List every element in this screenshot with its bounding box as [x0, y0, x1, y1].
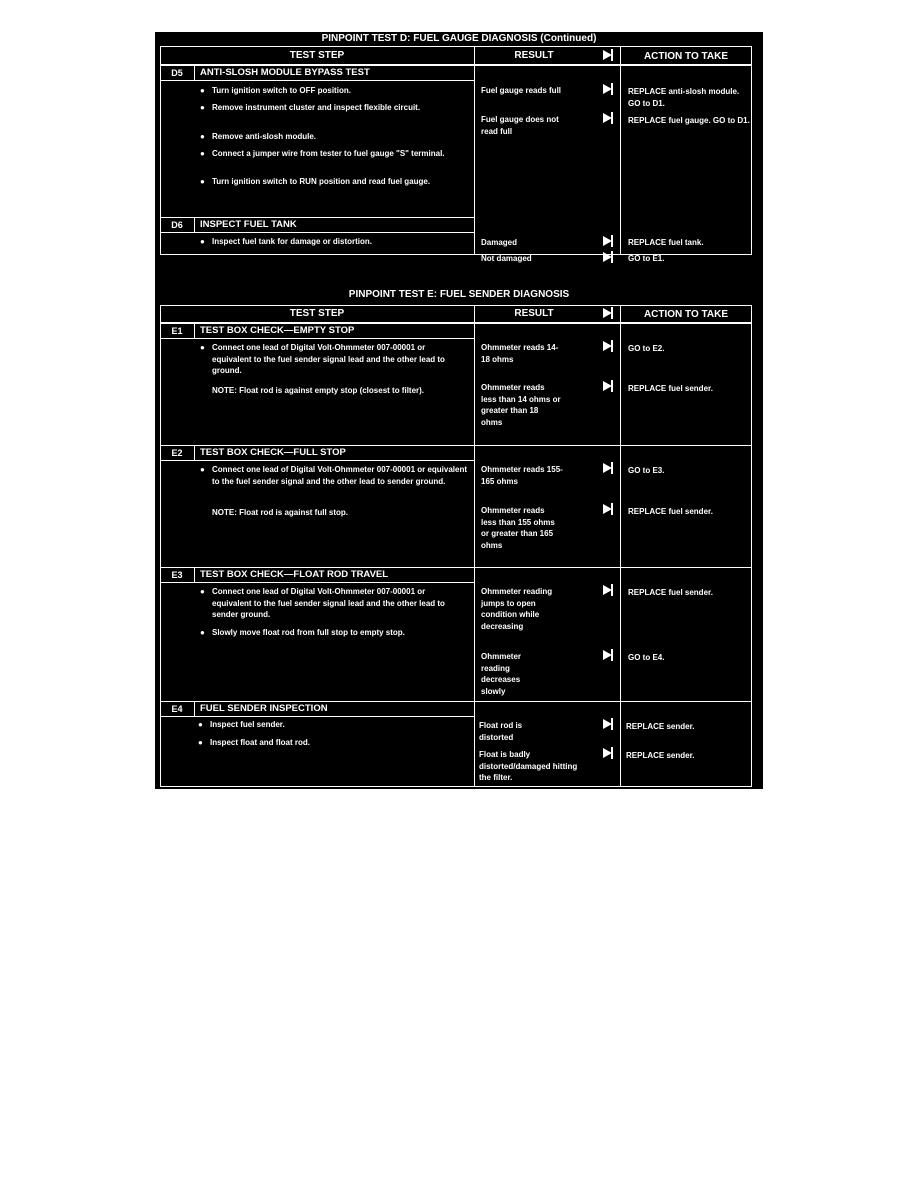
header-arrow-icon: [603, 308, 612, 318]
bullet-icon: ●: [200, 103, 205, 112]
service-manual-page: [155, 32, 763, 789]
step-instruction: Connect one lead of Digital Volt-Ohmmeter 007-00001 or equivalent to the fuel sender signal lead and the other lead to ground.: [212, 343, 445, 375]
bullet-icon: ●: [198, 738, 203, 747]
step-name: TEST BOX CHECK—EMPTY STOP: [200, 325, 355, 336]
step-instruction: Connect one lead of Digital Volt-Ohmmeter 007-00001 or equivalent to the fuel sender signal and the other lead to sender ground.: [212, 465, 468, 486]
arrow-icon: [603, 341, 612, 351]
header-test-step: TEST STEP: [289, 50, 345, 61]
step-instruction: Inspect fuel tank for damage or distortion.: [212, 237, 373, 246]
action-text: REPLACE fuel sender.: [628, 588, 713, 597]
step-instruction: Remove anti-slosh module.: [212, 132, 317, 141]
bullet-icon: ●: [200, 149, 205, 158]
bullet-icon: ●: [200, 237, 205, 246]
step-instruction: Remove instrument cluster and inspect flexible circuit.: [212, 103, 421, 112]
arrow-icon: [603, 585, 612, 595]
action-text: GO to E2.: [628, 344, 665, 353]
result-text: Ohmmeter reads 155-165 ohms: [481, 465, 563, 486]
bullet-icon: ●: [200, 177, 205, 186]
step-code: E2: [171, 448, 183, 458]
action-text: REPLACE fuel gauge. GO to D1.: [628, 116, 750, 125]
arrow-icon: [603, 463, 612, 473]
bullet-icon: ●: [200, 628, 205, 637]
bullet-icon: ●: [200, 587, 205, 596]
step-code: E3: [171, 570, 183, 580]
arrow-icon: [603, 748, 612, 758]
step-instruction: Slowly move float rod from full stop to empty stop.: [212, 628, 405, 637]
arrow-icon: [603, 236, 612, 246]
result-text: Ohmmeter reading decreases slowly: [481, 652, 522, 696]
header-action: ACTION TO TAKE: [643, 309, 729, 320]
action-text: REPLACE fuel sender.: [628, 384, 713, 393]
arrow-icon: [603, 719, 612, 729]
result-text: Fuel gauge does not read full: [481, 115, 559, 136]
test-e-title: PINPOINT TEST E: FUEL SENDER DIAGNOSIS: [348, 289, 570, 300]
step-code: E1: [171, 326, 183, 336]
bullet-icon: ●: [200, 86, 205, 95]
action-text: REPLACE sender.: [626, 751, 695, 760]
arrow-icon: [603, 381, 612, 391]
arrow-icon: [603, 252, 612, 262]
action-text: REPLACE anti-slosh module. GO to D1.: [628, 87, 740, 108]
result-text: Not damaged: [481, 254, 532, 263]
action-text: GO to E1.: [628, 254, 665, 263]
header-result: RESULT: [514, 308, 554, 319]
action-text: REPLACE fuel tank.: [628, 238, 704, 247]
action-text: GO to E4.: [628, 653, 665, 662]
header-result: RESULT: [514, 50, 554, 61]
step-instruction: Connect a jumper wire from tester to fuel gauge "S" terminal.: [212, 149, 445, 158]
step-name: ANTI-SLOSH MODULE BYPASS TEST: [200, 67, 370, 78]
bullet-icon: ●: [200, 465, 205, 474]
action-text: GO to E3.: [628, 466, 665, 475]
step-name: FUEL SENDER INSPECTION: [200, 703, 328, 714]
test-e-table: [160, 305, 752, 787]
step-instruction: Turn ignition switch to OFF position.: [212, 86, 351, 95]
result-text: Ohmmeter reading jumps to open condition while decreasing: [481, 587, 553, 631]
arrow-icon: [603, 504, 612, 514]
step-instruction: Inspect fuel sender.: [210, 720, 285, 729]
step-note: NOTE: Float rod is against full stop.: [212, 508, 349, 517]
step-name: INSPECT FUEL TANK: [200, 219, 297, 230]
step-code: E4: [171, 704, 183, 714]
result-text: Damaged: [481, 238, 518, 247]
step-note: NOTE: Float rod is against empty stop (closest to filter).: [212, 386, 425, 395]
action-text: REPLACE sender.: [626, 722, 695, 731]
result-text: Ohmmeter reads less than 14 ohms or greater than 18 ohms: [481, 383, 561, 427]
test-d-title: PINPOINT TEST D: FUEL GAUGE DIAGNOSIS (Continued): [321, 33, 597, 44]
test-d-table: [160, 46, 752, 263]
result-text: Float is badly distorted/damaged hitting the filter.: [479, 750, 578, 782]
bullet-icon: ●: [200, 343, 205, 352]
result-text: Ohmmeter reads less than 155 ohms or greater than 165 ohms: [481, 506, 555, 550]
action-text: REPLACE fuel sender.: [628, 507, 713, 516]
bullet-icon: ●: [198, 720, 203, 729]
step-code: D5: [171, 68, 183, 78]
result-text: Float rod is distorted: [479, 721, 523, 742]
step-name: TEST BOX CHECK—FLOAT ROD TRAVEL: [200, 569, 389, 580]
header-test-step: TEST STEP: [289, 308, 345, 319]
step-code: D6: [171, 220, 183, 230]
bullet-icon: ●: [200, 132, 205, 141]
step-instruction: Inspect float and float rod.: [210, 738, 311, 747]
arrow-icon: [603, 650, 612, 660]
step-instruction: Connect one lead of Digital Volt-Ohmmeter 007-00001 or equivalent to the fuel sender signal lead and the other lead to sender ground.: [212, 587, 445, 619]
arrow-icon: [603, 84, 612, 94]
result-text: Ohmmeter reads 14-18 ohms: [481, 343, 559, 364]
header-action: ACTION TO TAKE: [643, 51, 729, 62]
step-instruction: Turn ignition switch to RUN position and read fuel gauge.: [212, 177, 431, 186]
step-name: TEST BOX CHECK—FULL STOP: [200, 447, 346, 458]
result-text: Fuel gauge reads full: [481, 86, 562, 95]
arrow-icon: [603, 113, 612, 123]
header-arrow-icon: [603, 50, 612, 60]
